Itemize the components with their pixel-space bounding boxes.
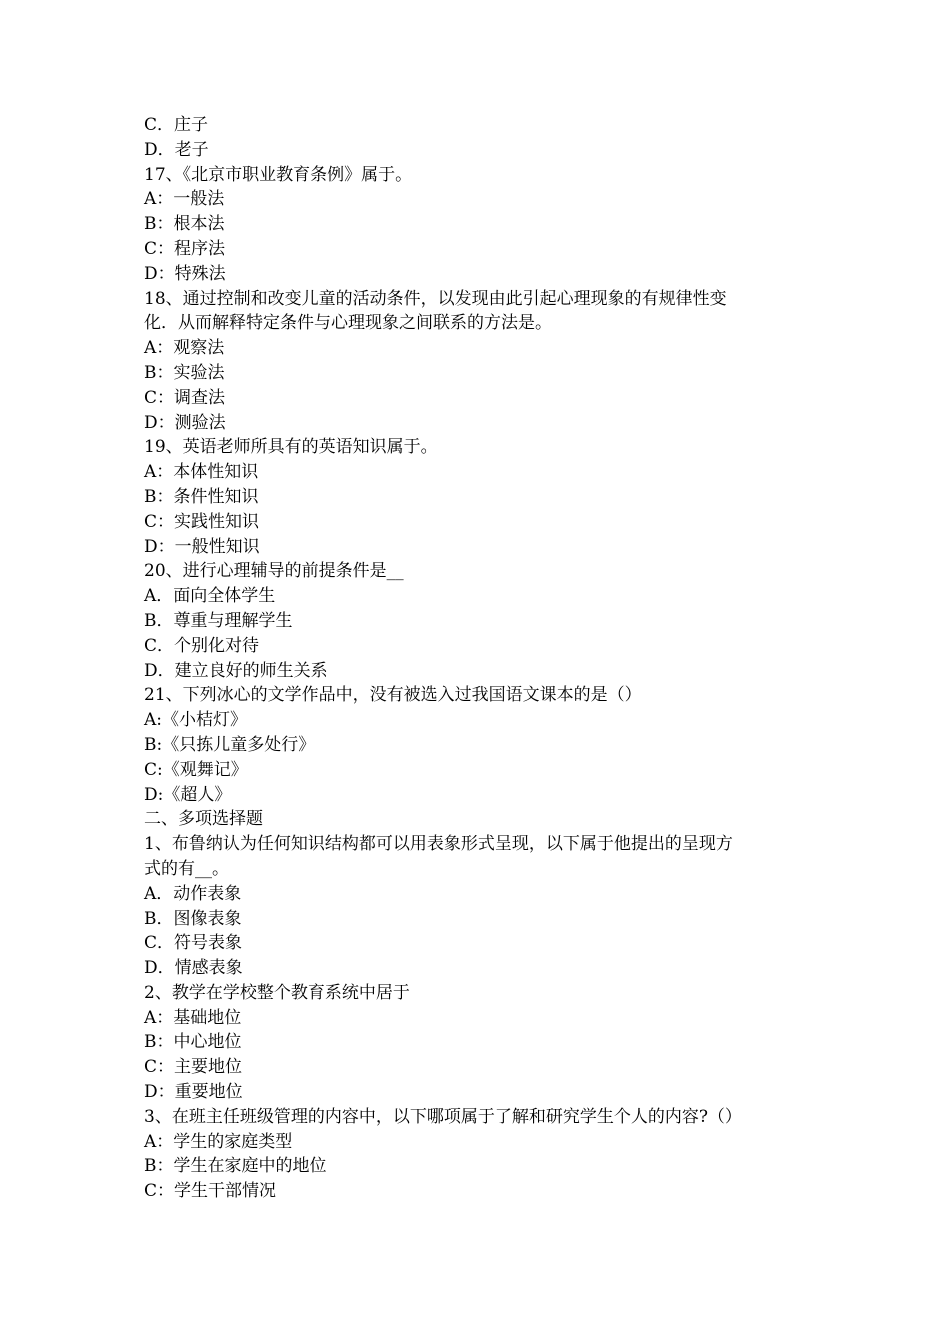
question-line: 19、英语老师所具有的英语知识属于。 xyxy=(144,437,438,458)
option-line: D．建立良好的师生关系 xyxy=(144,660,328,681)
option-line: B：实验法 xyxy=(144,362,225,383)
option-line: B．图像表象 xyxy=(144,908,242,929)
option-line: B：学生在家庭中的地位 xyxy=(144,1156,327,1177)
option-line: A：一般法 xyxy=(144,189,225,210)
option-line: B:《只拣儿童多处行》 xyxy=(144,734,316,755)
option-line: C．庄子 xyxy=(144,115,209,135)
option-line: B：中心地位 xyxy=(144,1032,242,1053)
document-body xyxy=(144,113,814,1204)
question-line: 2、教学在学校整个教育系统中居于 xyxy=(144,982,410,1003)
option-line: C：程序法 xyxy=(144,238,226,259)
question-line: 21、下列冰心的文学作品中，没有被选入过我国语文课本的是（） xyxy=(144,685,642,706)
option-line: B：根本法 xyxy=(144,214,225,235)
option-line: C．个别化对待 xyxy=(144,635,260,656)
option-line: A．动作表象 xyxy=(144,883,242,904)
option-line: A：基础地位 xyxy=(144,1007,242,1028)
option-line: B．尊重与理解学生 xyxy=(144,610,293,631)
question-line: 3、在班主任班级管理的内容中，以下哪项属于了解和研究学生个人的内容?（） xyxy=(144,1106,742,1127)
question-line: 1、布鲁纳认为任何知识结构都可以用表象形式呈现，以下属于他提出的呈现方 xyxy=(144,834,733,855)
option-line: C：主要地位 xyxy=(144,1057,243,1078)
option-line: C：调查法 xyxy=(144,387,226,408)
question-line: 式的有__。 xyxy=(144,858,229,879)
option-line: C．符号表象 xyxy=(144,933,243,954)
question-line: 17、《北京市职业教育条例》属于。 xyxy=(144,164,413,185)
option-line: C:《观舞记》 xyxy=(144,759,248,780)
option-line: D：重要地位 xyxy=(144,1082,243,1103)
option-line: A:《小桔灯》 xyxy=(144,710,248,731)
option-line: B：条件性知识 xyxy=(144,486,259,507)
option-line: D:《超人》 xyxy=(144,784,232,805)
option-line: A：观察法 xyxy=(144,338,225,359)
option-line: D：特殊法 xyxy=(144,263,226,284)
question-line: 18、通过控制和改变儿童的活动条件，以发现由此引起心理现象的有规律性变 xyxy=(144,288,727,309)
option-line: A．面向全体学生 xyxy=(144,586,276,607)
option-line: C：学生干部情况 xyxy=(144,1181,277,1202)
option-line: D．情感表象 xyxy=(144,958,243,979)
option-line: A：本体性知识 xyxy=(144,462,259,483)
question-line: 化．从而解释特定条件与心理现象之间联系的方法是。 xyxy=(144,313,552,334)
option-line: A：学生的家庭类型 xyxy=(144,1131,293,1152)
question-line: 20、进行心理辅导的前提条件是__ xyxy=(144,561,404,582)
option-line: D：一般性知识 xyxy=(144,536,260,557)
option-line: D．老子 xyxy=(144,139,209,160)
option-line: D：测验法 xyxy=(144,412,226,433)
section-heading: 二、多项选择题 xyxy=(144,809,263,830)
option-line: C：实践性知识 xyxy=(144,511,260,532)
